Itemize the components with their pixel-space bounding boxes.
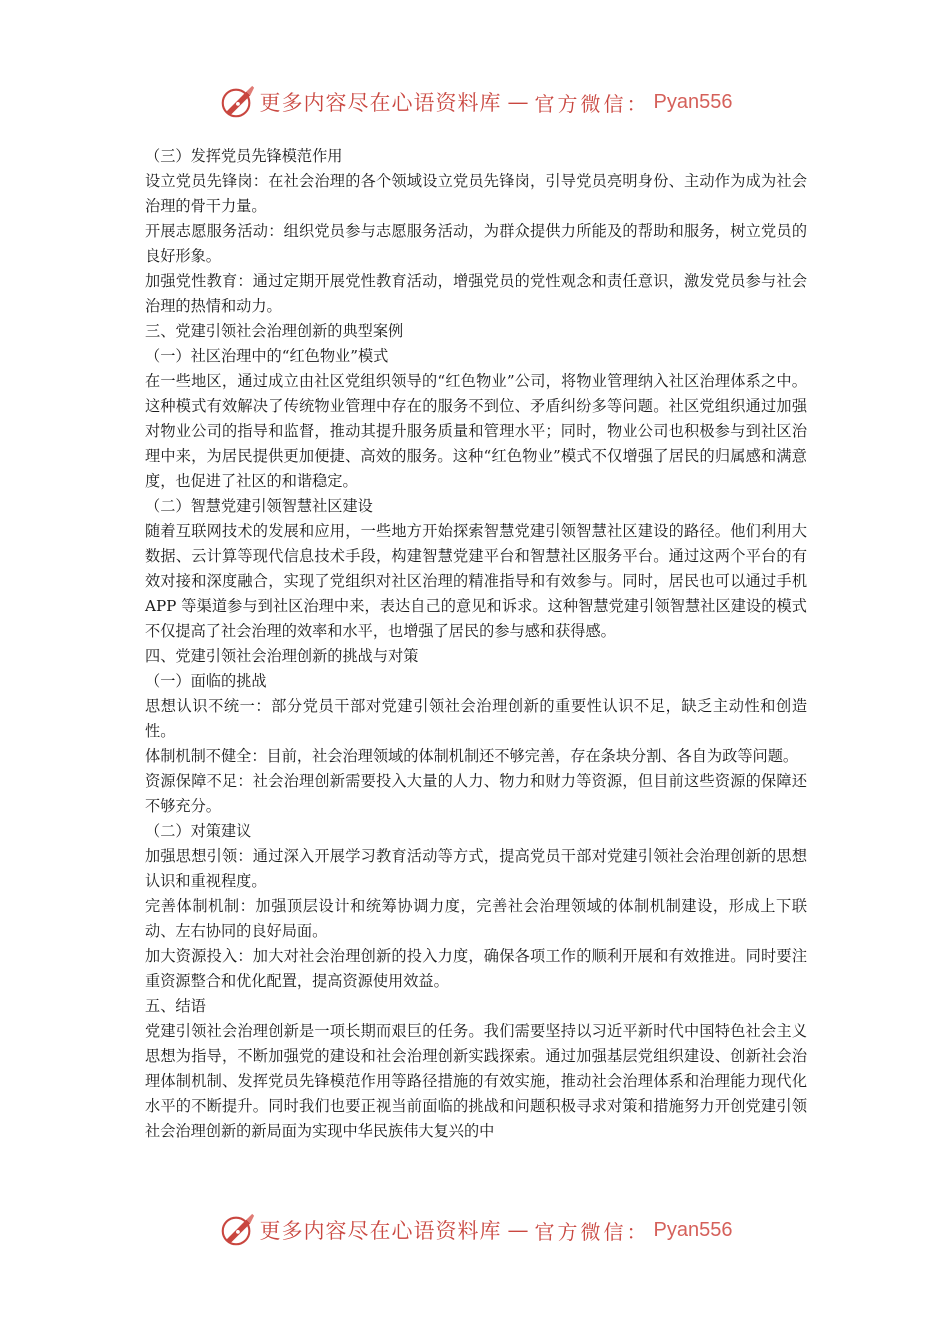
- section-heading: 三、党建引领社会治理创新的典型案例: [145, 322, 404, 340]
- banner-wechat-id: Pyan556: [653, 1218, 733, 1241]
- paragraph: 加强党性教育：通过定期开展党性教育活动，增强党员的党性观念和责任意识，激发党员参与社会治理的热情和动力。: [145, 272, 807, 315]
- subsection-heading: （一）面临的挑战: [145, 672, 267, 690]
- subsection-heading: （二）智慧党建引领智慧社区建设: [145, 497, 373, 515]
- subsection-heading: （一）社区治理中的“红色物业”模式: [145, 347, 389, 365]
- paragraph: 设立党员先锋岗：在社会治理的各个领域设立党员先锋岗，引导党员亮明身份、主动作为成为社会治理的骨干力量。: [145, 172, 807, 215]
- footer-banner: [0, 1208, 950, 1252]
- banner-dash: —: [507, 90, 529, 114]
- pen-nib-logo-icon: [218, 83, 256, 121]
- paragraph: 党建引领社会治理创新是一项长期而艰巨的任务。我们需要坚持以习近平新时代中国特色社会主义思想为指导，不断加强党的建设和社会治理创新实践探索。通过加强基层党组织建设、创新社会治理体制机制、发挥党员先锋模范作用等路径措施的有效实施，推动社会治理体系和治理能力现代化水平的不断提升。同时我们也要正视当前面临的挑战和问题积极寻求对策和措施努力开创党建引领社会治理创新的新局面为实现中华民族伟大复兴的中: [145, 1022, 807, 1140]
- banner-label: 官方微信：: [534, 1219, 650, 1244]
- paragraph: 思想认识不统一：部分党员干部对党建引领社会治理创新的重要性认识不足，缺乏主动性和创造性。: [145, 697, 807, 740]
- paragraph: 随着互联网技术的发展和应用，一些地方开始探索智慧党建引领智慧社区建设的路径。他们利用大数据、云计算等现代信息技术手段，构建智慧党建平台和智慧社区服务平台。通过这两个平台的有效对接和深度融合，实现了党组织对社区治理的精准指导和有效参与。同时，居民也可以通过手机 APP 等渠道参与到社区治理中来，表达自己的意见和诉求。这种智慧党建引领智慧社区建设的模式不仅提高了社会治理的效率和水平，也增强了居民的参与感和获得感。: [145, 522, 807, 640]
- paragraph: 资源保障不足：社会治理创新需要投入大量的人力、物力和财力等资源，但目前这些资源的保障还不够充分。: [145, 772, 807, 815]
- document-body: [145, 144, 807, 1144]
- paragraph: 体制机制不健全：目前，社会治理领域的体制机制还不够完善，存在条块分割、各自为政等问题。: [145, 747, 799, 765]
- section-heading: 四、党建引领社会治理创新的挑战与对策: [145, 647, 419, 665]
- paragraph: 加大资源投入：加大对社会治理创新的投入力度，确保各项工作的顺利开展和有效推进。同时要注重资源整合和优化配置，提高资源使用效益。: [145, 947, 807, 990]
- paragraph: 开展志愿服务活动：组织党员参与志愿服务活动，为群众提供力所能及的帮助和服务，树立党员的良好形象。: [145, 222, 807, 265]
- banner-wechat-id: Pyan556: [653, 90, 733, 113]
- paragraph: 在一些地区，通过成立由社区党组织领导的“红色物业”公司，将物业管理纳入社区治理体系之中。这种模式有效解决了传统物业管理中存在的服务不到位、矛盾纠纷多等问题。社区党组织通过加强对物业公司的指导和监督，推动其提升服务质量和管理水平；同时，物业公司也积极参与到社区治理中来，为居民提供更加便捷、高效的服务。这种“红色物业”模式不仅增强了居民的归属感和满意度，也促进了社区的和谐稳定。: [145, 372, 807, 490]
- banner-text: 更多内容尽在心语资料库: [259, 91, 502, 115]
- paragraph: （三）发挥党员先锋模范作用: [145, 147, 343, 165]
- paragraph: 加强思想引领：通过深入开展学习教育活动等方式，提高党员干部对党建引领社会治理创新的思想认识和重视程度。: [145, 847, 807, 890]
- banner-dash: —: [507, 1218, 529, 1242]
- paragraph: 完善体制机制：加强顶层设计和统筹协调力度，完善社会治理领域的体制机制建设，形成上下联动、左右协同的良好局面。: [145, 897, 807, 940]
- header-banner: [0, 80, 950, 124]
- subsection-heading: （二）对策建议: [145, 822, 252, 840]
- section-heading: 五、结语: [145, 997, 206, 1015]
- pen-nib-logo-icon: [218, 1211, 256, 1249]
- banner-text: 更多内容尽在心语资料库: [259, 1219, 502, 1243]
- banner-label: 官方微信：: [534, 91, 650, 116]
